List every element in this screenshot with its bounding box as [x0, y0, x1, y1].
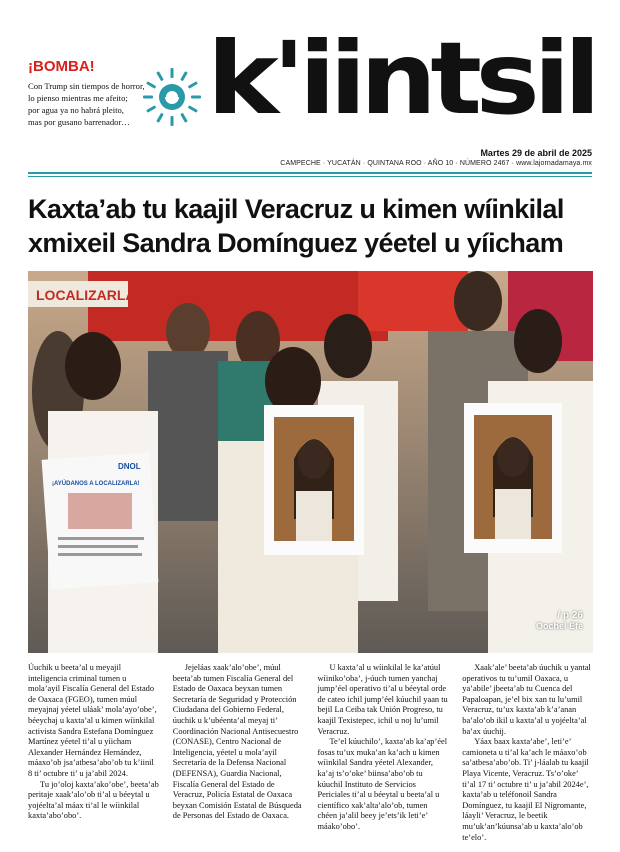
- bomba-verse-line: lo pienso mientras me afeito;: [28, 93, 128, 103]
- lead-photo: [28, 271, 593, 653]
- article-body: [28, 663, 593, 843]
- paragraph: Te’el kúuchilo’, kaxta’ab ka’ap’éel fosas tu’ux muka’an ka’ach u kimen wíinkilal Sandra yéetel Alexander, ka’aj ts’o’oke’ biinsa’abo’ob tu kúuchil Instituto de Servicios Periciales ti’al u béeytal u beeta’al u científico xak’alta’alo’ob, tumen chéen ja’alil beey je’ets’ik leti’e’ máako’obo’.: [317, 737, 448, 831]
- bomba-verse-line: por agua ya no habrá pleito,: [28, 105, 124, 115]
- portrait-sign-left: [264, 405, 364, 555]
- masthead-logo[interactable]: k'iintsil: [207, 20, 595, 137]
- flyer-title: ¡AYÚDANOS A LOCALIZARLA!: [52, 481, 140, 487]
- article-column: [318, 663, 449, 843]
- divider: [28, 172, 592, 174]
- edition-info: CAMPECHE · YUCATÁN · QUINTANA ROO · AÑO 10 · NÚMERO 2467 · www.lajornadamaya.mx: [280, 160, 592, 167]
- credit-photographer: Oochel Efe: [535, 621, 583, 631]
- protest-photo-illustration: [28, 271, 593, 653]
- article-column: [462, 663, 593, 843]
- headline: [28, 192, 596, 260]
- bomba-box: [28, 58, 153, 128]
- bomba-title: ¡BOMBA!: [28, 58, 95, 75]
- issue-date: Martes 29 de abril de 2025: [480, 148, 592, 158]
- headline-line: Kaxta’ab tu kaajil Veracruz u kimen wíinkilal: [28, 194, 564, 224]
- headline-line: xmixeil Sandra Domínguez yéetel u yíicham: [28, 228, 564, 258]
- paragraph: Tu jo’oloj kaxta’ako’obe’, beeta’ab peritaje xaak’alo’ob ti’al u béeytal u yojéelta’al máax ti’al le wíinkilal kaxta’abo’obo’.: [28, 779, 159, 821]
- credit-page-ref[interactable]: / p 26: [557, 610, 583, 621]
- sun-logo-icon: [141, 66, 203, 128]
- divider: [28, 176, 592, 177]
- bomba-verse-line: Con Trump sin tiempos de horror,: [28, 81, 145, 91]
- banner-text: LOCALIZARLA!: [36, 287, 141, 303]
- paragraph: Xaak’ale’ beeta’ab úuchik u yantal operativos tu tu’umil Oaxaca, u ya’abile’ jbeeta’ab tu Cuenca del Papaloapan, je’el bix xan tu lu’umil Veracruz, tu’ux kaxta’ab k’a’anan ba’alo’ob ikil u kaxta’al u yojéelta’al ba’ax úuchij.: [462, 663, 591, 736]
- flyer-header: DNOL: [118, 462, 141, 471]
- paragraph: Yáax baax kaxta’abe’, leti’e’ camioneta u ti’al ka’ach le máaxo’ob sa’atbesa’abo’ob. Ti’ j-láalab tu kaajil Playa Vicente, Veracruz. Ts’o’oke’ ti’al 17 ti’ octubre ti’ u ja’abil 2024e’, kaxta’ab u teléfonoil Sandra Domínguez, tu kaajil El Nigromante, láayli’ Veracruz, le beetik mu’uk’an’kúunsa’ab u kaxta’alo’ob te’elo’.: [462, 737, 589, 842]
- paragraph: U kaxta’al u wíinkilal le ka’atúul wíiniko’oba’, j-úuch tumen yanchaj jump’éel operativo ti’al u béeytal orde de cateo ichil jump’éel kúuchil yaan tu bejil La Ceiba tak Unión Progreso, tu kaajil Texistepec, ichil u noj lu’umil Veracruz.: [317, 663, 448, 736]
- paragraph: Jejeláas xaak’alo’obe’, múul beeta’ab tumen Fiscalía General del Estado de Oaxaca beyxan tumen Secretaría de Seguridad y Protección Ciudadana del Gobierno Federal, úuchik u k’ubéenta’al meyaj ti’ Coordinación Nacional Antisecuestro (CONASE), Centro Nacional de Inteligencia, yéetel u mola’ayil Secretaría de la Defensa Nacional (DEFENSA), Guardia Nacional, Fiscalía General del Estado de Veracruz, Policía Estatal de Oaxaca beyxan Comisión Estatal de Búsqueda de Personas del Estado de Oaxaca.: [172, 663, 302, 821]
- paragraph: Úuchik u beeta’al u meyajil inteligencia criminal tumen u mola’ayil Fiscalía General del Estado de Oaxaca (FGEO), tumen múul meyajnaj yéetel uláak’ mola’ayo’obe’, béeychaj u kaxta’al u kimen wíinkilal activista Sandra Estefana Domínguez Martínez yéetel ti’al u yíicham Alexander Hernández Hernández, máaxo’ob jsa’atbesa’abo’ob tu k’iinil 8 ti’ octubre ti’ u ja’abil 2024.: [28, 663, 157, 778]
- article-column: [28, 663, 159, 843]
- missing-person-flyer: [42, 452, 159, 589]
- photo-credit: [536, 610, 583, 631]
- bomba-verse-line: mas por gusano barrenador…: [28, 117, 130, 127]
- article-column: [173, 663, 304, 843]
- portrait-sign-right: [464, 403, 562, 553]
